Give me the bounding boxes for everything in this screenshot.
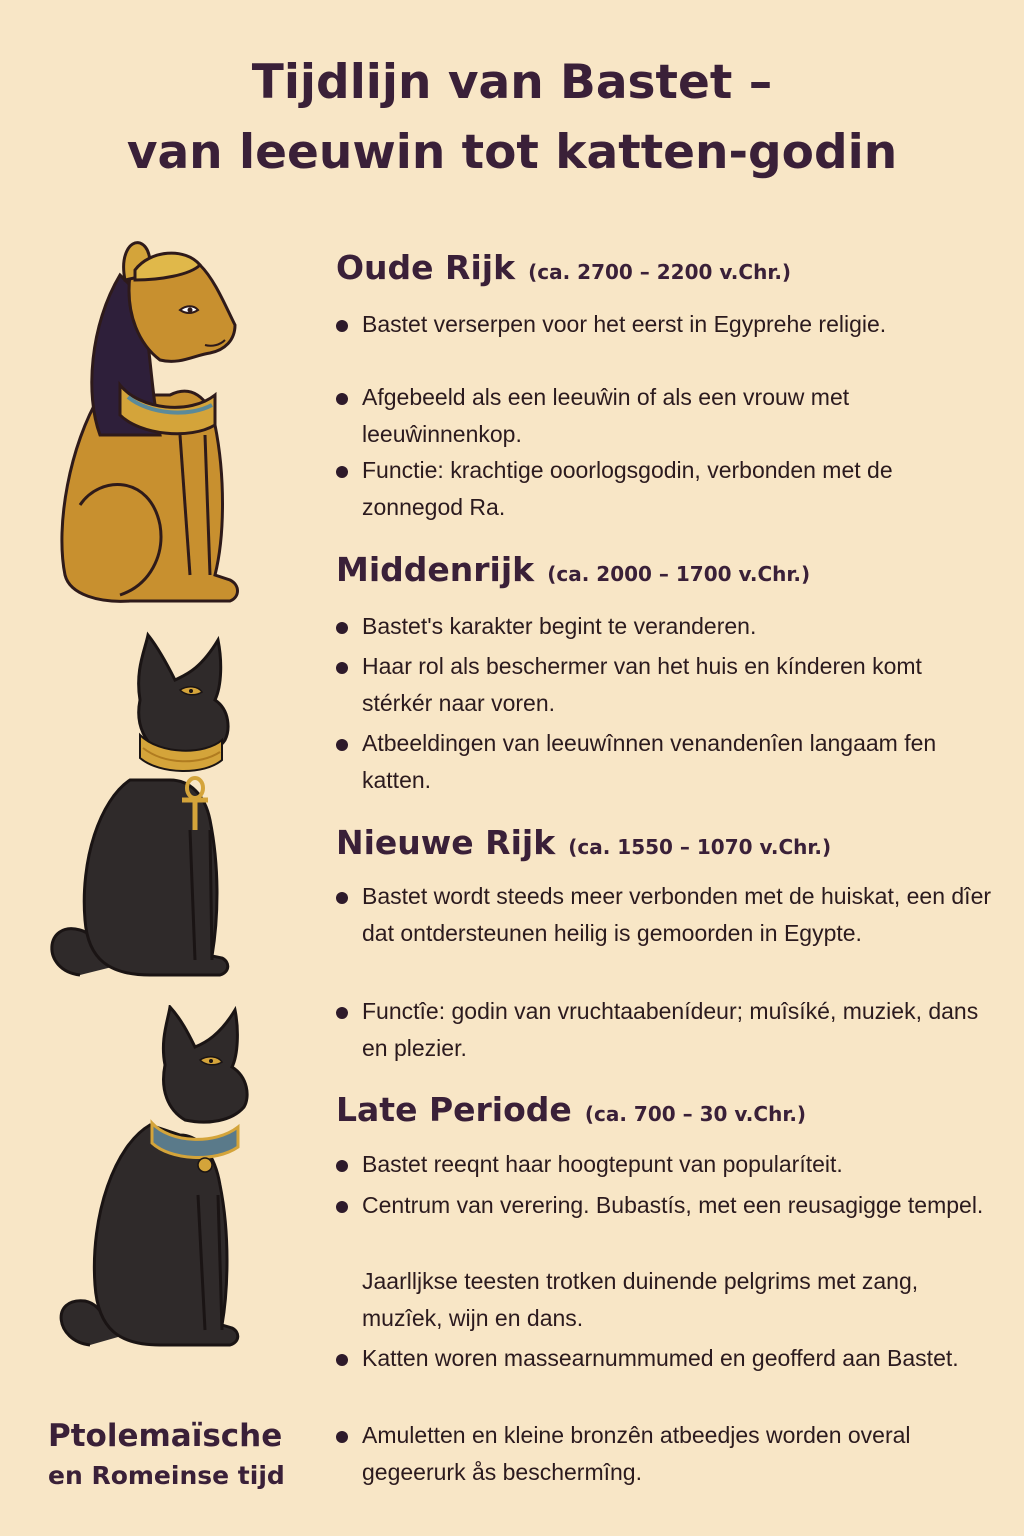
bullet-text: Haar rol als beschermer van het huis en kínderen komt stérkér naar voren.	[362, 653, 922, 716]
bullet-dot	[336, 662, 348, 674]
bullet-dot	[336, 739, 348, 751]
section-period: (ca. 2700 – 2200 v.Chr.)	[528, 260, 792, 284]
section-period: (ca. 700 – 30 v.Chr.)	[584, 1102, 807, 1126]
bullet-text: Bastet's karakter begint te veranderen.	[362, 613, 757, 639]
section-name: Middenrijk	[336, 550, 535, 589]
bullet-dot	[336, 892, 348, 904]
section-heading	[336, 248, 791, 287]
section-period: (ca. 2000 – 1700 v.Chr.)	[547, 562, 811, 586]
title-line-1: Tijdlijn van Bastet –	[251, 55, 773, 110]
bullet-text: Bastet wordt steeds meer verbonden met de huiskat, een dîer dat ontdersteunen heilig is gemoorden in Egypte.	[362, 883, 992, 946]
bullet-dot	[336, 622, 348, 634]
bullet-dot	[336, 1354, 348, 1366]
bullet-dot	[336, 393, 348, 405]
bullet-text: Functie: krachtige ooorlogsgodin, verbonden met de zonnegod Ra.	[362, 457, 893, 520]
bullet-dot	[336, 320, 348, 332]
bullet-text: Afgebeeld als een leeuŵin of als een vrouw met leeuŵinnenkop.	[362, 384, 850, 447]
side-label	[48, 1414, 338, 1494]
section-name: Nieuwe Rijk	[336, 823, 556, 862]
bullet-text: Amuletten en kleine bronzên atbeedjes worden overal gegeerurk ås beschermîng.	[362, 1422, 911, 1485]
black-cat-collar-illustration	[40, 1005, 255, 1355]
bullet-text: Jaarlljkse teesten trotken duinende pelgrims met zang, muzîek, wijn en dans.	[362, 1268, 919, 1331]
section-heading	[336, 550, 810, 589]
bullet-text: Bastet reeqnt haar hoogtepunt van popularíteit.	[362, 1151, 843, 1177]
black-cat-ankh-illustration	[40, 630, 250, 985]
bullet-text: Centrum van verering. Bubastís, met een reusagigge tempel.	[362, 1192, 984, 1218]
bullet-text: Bastet verserpen voor het eerst in Egyprehe religie.	[362, 311, 887, 337]
side-label-line-2: en Romeinse tijd	[48, 1461, 285, 1490]
section-heading	[336, 1090, 806, 1129]
bullet-text: Katten woren massearnummumed en geofferd aan Bastet.	[362, 1345, 959, 1371]
section-period: (ca. 1550 – 1070 v.Chr.)	[568, 835, 832, 859]
bullet-dot	[336, 1160, 348, 1172]
lioness-bastet-illustration	[40, 235, 250, 610]
bullet-text: Atbeeldingen van leeuwînnen venandenîen langaam fen katten.	[362, 730, 937, 793]
title-line-2: van leeuwin tot katten-godin	[126, 125, 898, 180]
bullet-text: Functîe: godin van vruchtaabenídeur; muîsíké, muziek, dans en plezier.	[362, 998, 979, 1061]
bullet-dot	[336, 466, 348, 478]
bullet-dot	[336, 1007, 348, 1019]
side-label-line-1: Ptolemaïsche	[48, 1418, 283, 1454]
bullet-dot	[336, 1201, 348, 1213]
section-name: Oude Rijk	[336, 248, 516, 287]
page-title	[0, 48, 1024, 188]
section-name: Late Periode	[336, 1090, 572, 1129]
section-heading	[336, 823, 831, 862]
